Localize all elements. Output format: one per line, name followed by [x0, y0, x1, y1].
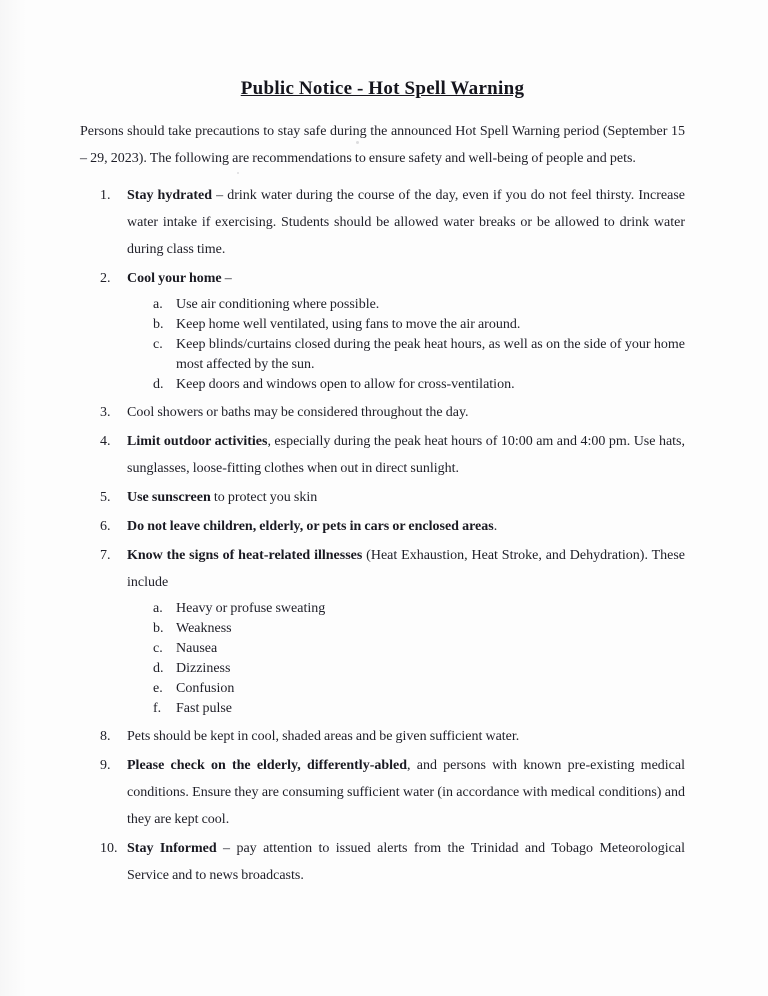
list-item-number: 2. — [100, 271, 111, 286]
list-item-text — [127, 752, 685, 833]
scan-artifact — [356, 141, 359, 144]
sub-item-text: Keep home well ventilated, using fans to move the air around. — [176, 317, 521, 332]
list-item-10 — [100, 835, 685, 889]
list-item-2 — [100, 265, 685, 397]
sub-item-text: Fast pulse — [176, 701, 232, 716]
intro-paragraph: Persons should take precautions to stay safe during the announced Hot Spell Warning period (September 15 – 29, 2023). The following are recommendations to ensure safety and well-being of people and pets. — [80, 124, 685, 166]
sub-list-item — [153, 375, 685, 395]
sub-item-letter: a. — [153, 601, 163, 616]
list-item-number: 6. — [100, 519, 111, 534]
sub-list-item — [153, 639, 685, 659]
list-item-rest-text: . — [493, 519, 498, 534]
list-item-bold-text: Please check on the elderly, differently-abled — [127, 758, 408, 773]
recommendations-list — [80, 182, 685, 889]
sub-item-text: Heavy or profuse sweating — [176, 601, 326, 616]
list-item-text — [127, 723, 685, 750]
list-item-rest-text: (Heat Exhaustion, Heat Stroke, and Dehydration). These include — [127, 548, 685, 590]
list-item-1 — [100, 182, 685, 263]
scan-edge-shadow — [0, 0, 26, 996]
sub-item-letter: f. — [153, 701, 162, 716]
sub-item-text: Keep blinds/curtains closed during the peak heat hours, as well as on the side of your home most affected by the sun. — [176, 337, 685, 372]
list-item-rest-text: – drink water during the course of the day, even if you do not feel thirsty. Increase water intake if exercising. Students should be allowed water breaks or be allowed to drink water during class time. — [127, 188, 685, 257]
list-item-text — [127, 542, 685, 596]
sub-list-item — [153, 699, 685, 719]
list-item-rest-text: , and persons with known pre-existing medical conditions. Ensure they are consuming sufficient water (in accordance with medical conditions) and they are kept cool. — [127, 758, 685, 827]
sub-list-item — [153, 335, 685, 375]
sub-item-letter: a. — [153, 297, 163, 312]
sub-list-item — [153, 315, 685, 335]
list-item-8 — [100, 723, 685, 750]
list-item-number: 7. — [100, 548, 111, 563]
sub-item-text: Confusion — [176, 681, 235, 696]
list-item-bold-text: Stay Informed — [127, 841, 217, 856]
sub-list-item — [153, 679, 685, 699]
list-item-text — [127, 835, 685, 889]
list-item-number: 10. — [100, 841, 118, 856]
sub-item-letter: d. — [153, 377, 164, 392]
scan-artifact — [237, 172, 239, 174]
list-item-rest-text: Pets should be kept in cool, shaded areas and be given sufficient water. — [127, 729, 520, 744]
list-item-4 — [100, 428, 685, 482]
sub-item-text: Use air conditioning where possible. — [176, 297, 380, 312]
sub-item-text: Nausea — [176, 641, 218, 656]
sub-item-letter: b. — [153, 317, 164, 332]
list-item-text — [127, 428, 685, 482]
sub-list-item — [153, 619, 685, 639]
list-item-number: 1. — [100, 188, 111, 203]
page-title: Public Notice - Hot Spell Warning — [240, 78, 525, 99]
sub-item-letter: c. — [153, 641, 163, 656]
list-item-text — [127, 513, 685, 540]
list-item-rest-text: , especially during the peak heat hours of 10:00 am and 4:00 pm. Use hats, sunglasses, loose-fitting clothes when out in direct sunlight. — [127, 434, 685, 476]
list-item-rest-text: – pay attention to issued alerts from the Trinidad and Tobago Meteorological Service and to news broadcasts. — [127, 841, 685, 883]
list-item-rest-text: to protect you skin — [210, 490, 318, 505]
sub-item-text: Dizziness — [176, 661, 231, 676]
list-item-bold-text: Know the signs of heat-related illnesses — [127, 548, 363, 563]
list-item-text — [127, 265, 685, 292]
list-item-text — [127, 484, 685, 511]
list-item-number: 5. — [100, 490, 111, 505]
list-item-3 — [100, 399, 685, 426]
sub-list-item — [153, 295, 685, 315]
list-item-number: 9. — [100, 758, 111, 773]
list-item-bold-text: Use sunscreen — [127, 490, 211, 505]
list-item-number: 4. — [100, 434, 111, 449]
list-item-text — [127, 399, 685, 426]
list-item-bold-text: Cool your home — [127, 271, 222, 286]
list-item-bold-text: Limit outdoor activities — [127, 434, 268, 449]
illness-signs-sub-list — [127, 599, 685, 719]
sub-list-item — [153, 659, 685, 679]
list-item-text — [127, 182, 685, 263]
list-item-rest-text: – — [221, 271, 232, 286]
list-item-rest-text: Cool showers or baths may be considered throughout the day. — [127, 405, 469, 420]
sub-item-letter: e. — [153, 681, 163, 696]
list-item-bold-text: Stay hydrated — [127, 188, 212, 203]
sub-item-letter: d. — [153, 661, 164, 676]
sub-list-item — [153, 599, 685, 619]
list-item-6 — [100, 513, 685, 540]
list-item-number: 8. — [100, 729, 111, 744]
cool-home-sub-list — [127, 295, 685, 395]
list-item-9 — [100, 752, 685, 833]
list-item-bold-text: Do not leave children, elderly, or pets in cars or enclosed areas — [127, 519, 494, 534]
sub-item-letter: c. — [153, 337, 163, 352]
sub-item-text: Keep doors and windows open to allow for cross-ventilation. — [176, 377, 515, 392]
list-item-5 — [100, 484, 685, 511]
list-item-number: 3. — [100, 405, 111, 420]
sub-item-letter: b. — [153, 621, 164, 636]
sub-item-text: Weakness — [176, 621, 232, 636]
list-item-7 — [100, 542, 685, 721]
